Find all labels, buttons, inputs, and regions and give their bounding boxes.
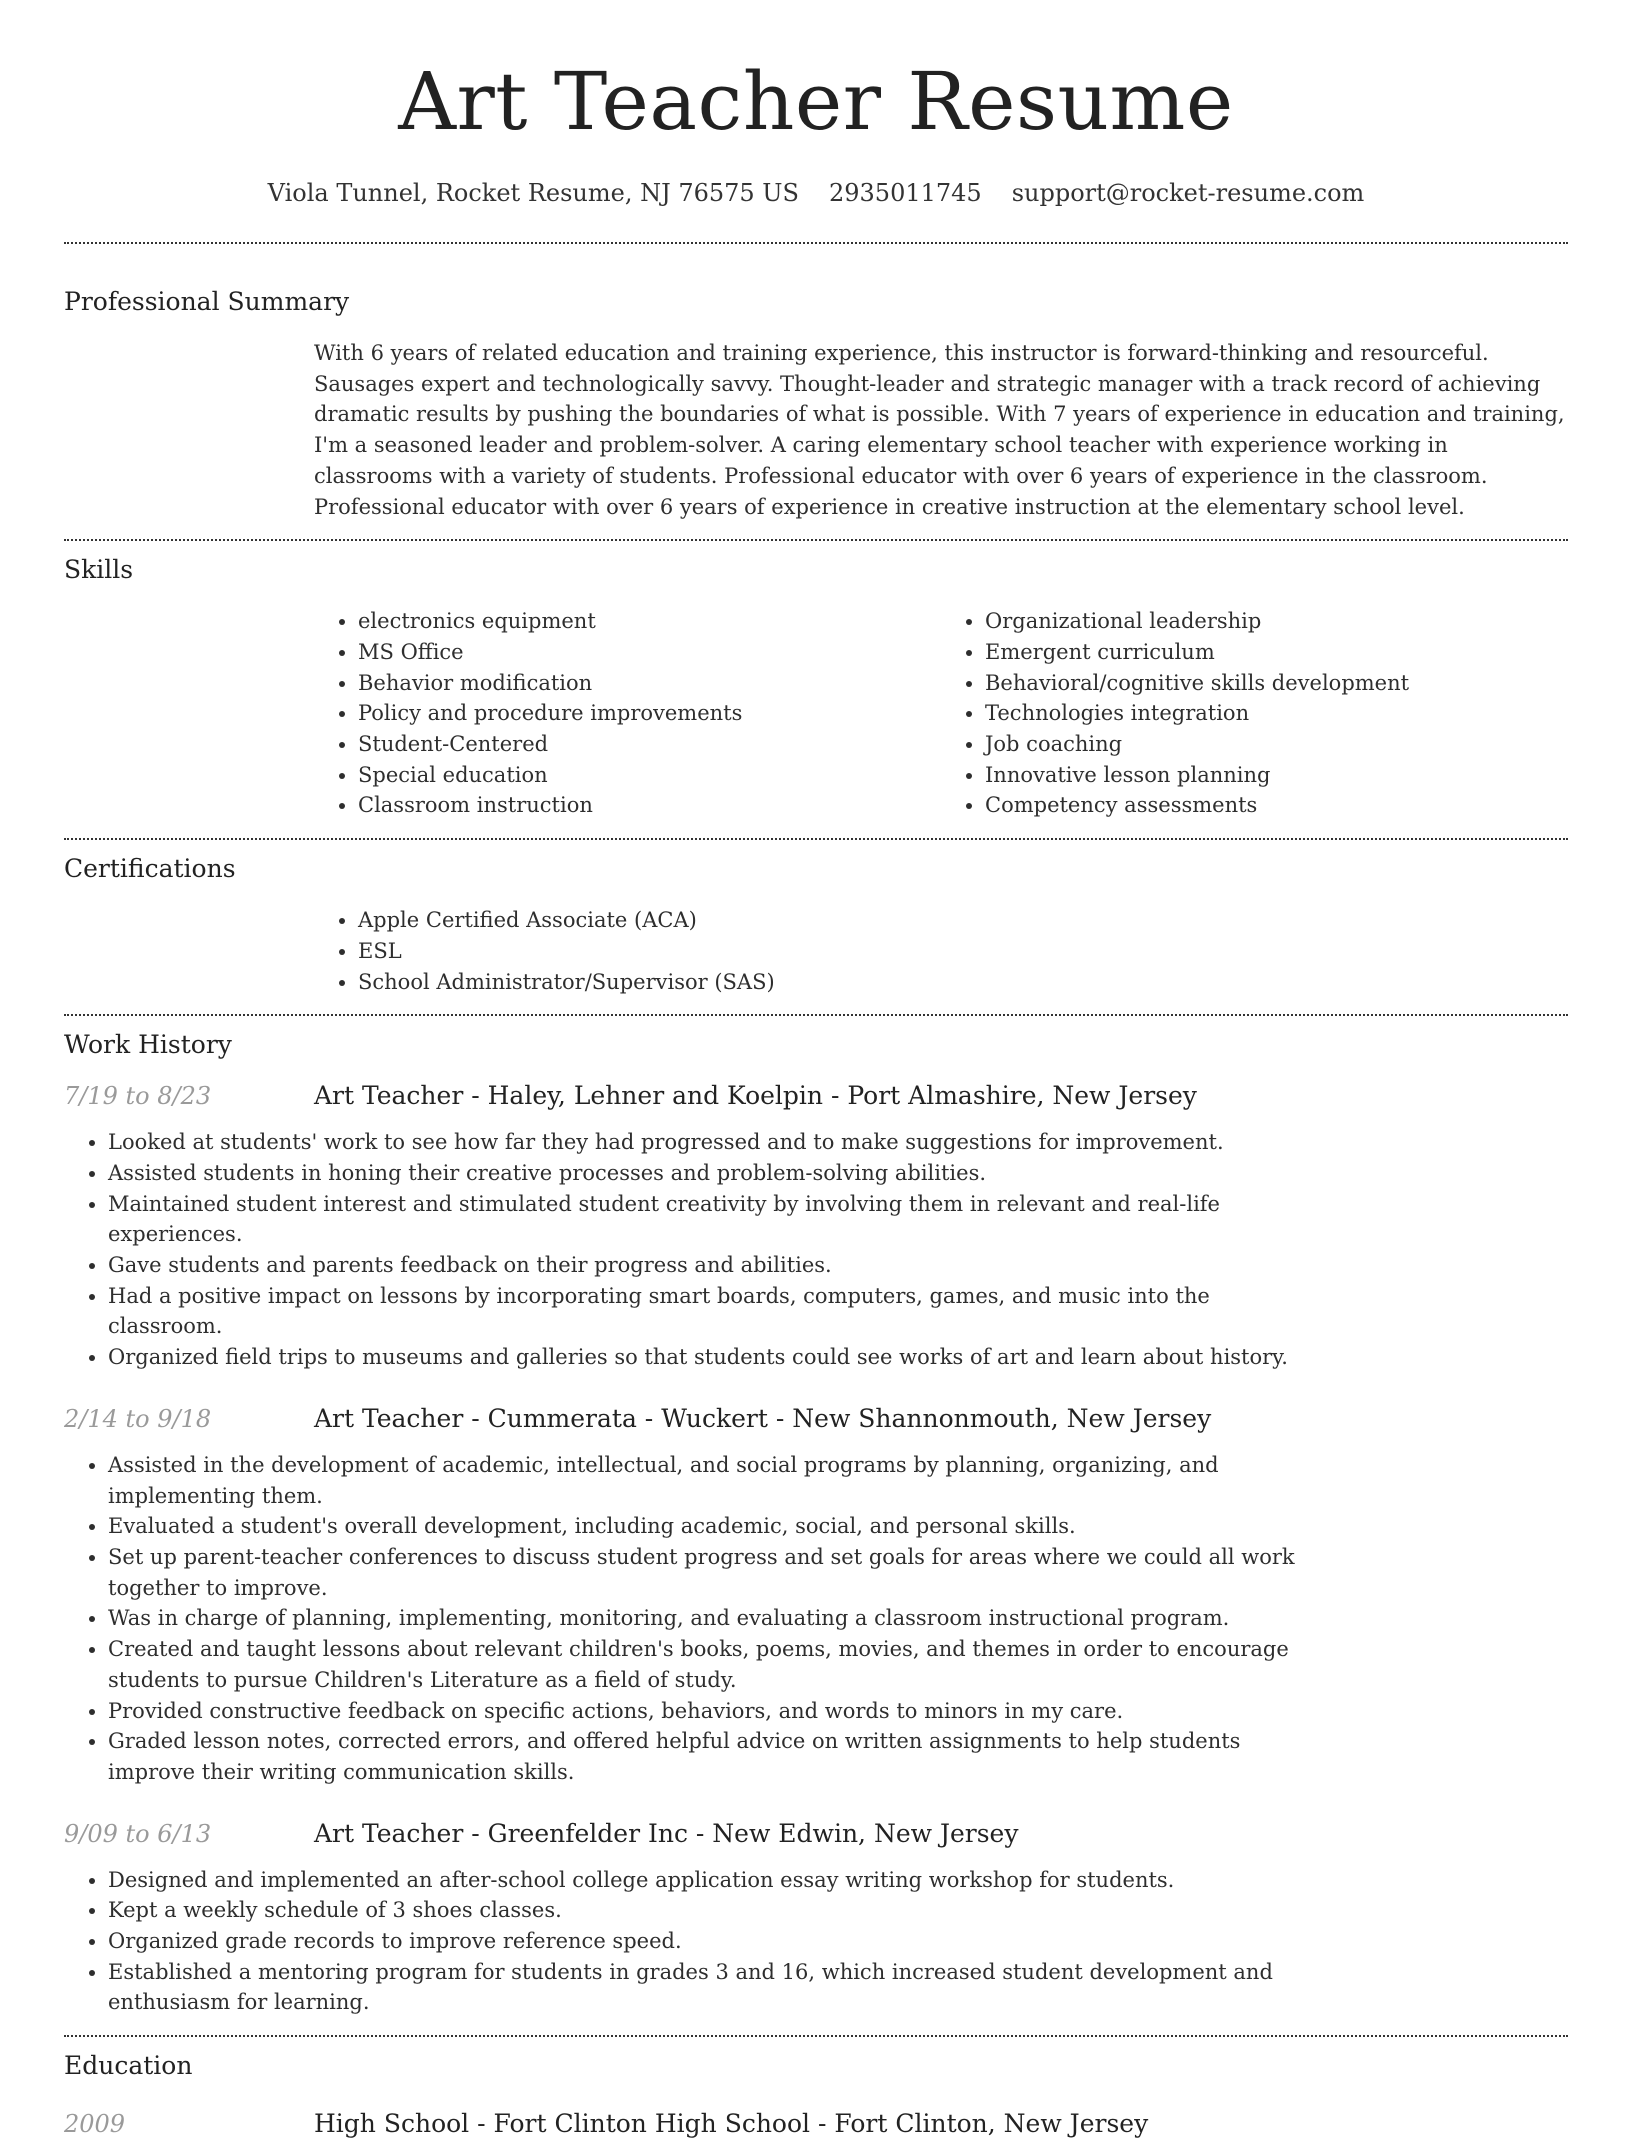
- list-item: • Graded lesson notes, corrected errors, and offered helpful advice on written assignments to help students improve their writing communication skills.: [108, 1726, 1318, 1787]
- list-item: • Job coaching: [985, 729, 1568, 760]
- list-item: • Organized grade records to improve reference speed.: [108, 1926, 1318, 1957]
- certifications-bullets: [314, 905, 1568, 997]
- list-item: • Gave students and parents feedback on their progress and abilities.: [108, 1250, 1318, 1281]
- list-item: • School Administrator/Supervisor (SAS): [358, 967, 1568, 998]
- job-date: 2/14 to 9/18: [64, 1404, 212, 1433]
- contact-line: [64, 176, 1568, 210]
- list-item: • MS Office: [358, 637, 941, 668]
- job-date: 9/09 to 6/13: [64, 1819, 212, 1848]
- section-heading: Education: [64, 2051, 193, 2081]
- job-title: Art Teacher - Haley, Lehner and Koelpin - Port Almashire, New Jersey: [314, 1081, 1197, 1111]
- list-item: • Kept a weekly schedule of 3 shoes classes.: [108, 1895, 1318, 1926]
- list-item: • electronics equipment: [358, 606, 941, 637]
- contact-address: Viola Tunnel, Rocket Resume, NJ 76575 US: [267, 179, 799, 207]
- certifications-list: [314, 905, 1568, 997]
- section-heading: Certifications: [64, 854, 236, 884]
- skills-list: [314, 606, 1568, 821]
- list-item: • Set up parent-teacher conferences to discuss student progress and set goals for areas where we could all work together to improve.: [108, 1542, 1318, 1603]
- list-item: • Established a mentoring program for students in grades 3 and 16, which increased student development and enthusiasm for learning.: [108, 1957, 1318, 2018]
- list-item: • Technologies integration: [985, 698, 1568, 729]
- list-item: • Competency assessments: [985, 790, 1568, 821]
- list-item: • Classroom instruction: [358, 790, 941, 821]
- resume-page: [64, 0, 1568, 2141]
- list-item: • Innovative lesson planning: [985, 760, 1568, 791]
- job-entry: [64, 1079, 1568, 1373]
- divider: [64, 242, 1568, 244]
- education-title: High School - Fort Clinton High School - Fort Clinton, New Jersey: [314, 2109, 1149, 2139]
- list-item: • Behavior modification: [358, 668, 941, 699]
- section-heading: Professional Summary: [64, 287, 350, 316]
- divider: [64, 1014, 1568, 1016]
- list-item: • Special education: [358, 760, 941, 791]
- job-entry: [64, 1817, 1568, 2019]
- education-date: 2009: [64, 2110, 126, 2139]
- list-item: • Evaluated a student's overall development, including academic, social, and personal skills.: [108, 1511, 1318, 1542]
- work-history-section: [64, 1028, 1568, 2018]
- list-item: • Emergent curriculum: [985, 637, 1568, 668]
- section-heading: Work History: [64, 1030, 232, 1060]
- list-item: • Policy and procedure improvements: [358, 698, 941, 729]
- list-item: • Assisted students in honing their creative processes and problem-solving abilities.: [108, 1158, 1318, 1189]
- summary-text: With 6 years of related education and training experience, this instructor is forward-thinking and resourceful. Sausages expert and technologically savvy. Thought-leader and strategic manager with a track record of achieving dramatic results by pushing the boundaries of what is possible. With 7 years of experience in education and training, I'm a seasoned leader and problem-solver. A caring elementary school teacher with experience working in classrooms with a variety of students. Professional educator with over 6 years of experience in the classroom. Professional educator with over 6 years of experience in creative instruction at the elementary school level.: [314, 341, 1565, 519]
- skills-section: [64, 553, 1568, 821]
- job-date: 7/19 to 8/23: [64, 1082, 212, 1111]
- divider: [64, 539, 1568, 541]
- summary-section: [64, 285, 1568, 522]
- contact-email[interactable]: support@rocket-resume.com: [1011, 179, 1365, 207]
- list-item: • Behavioral/cognitive skills development: [985, 668, 1568, 699]
- list-item: • Apple Certified Associate (ACA): [358, 905, 1568, 936]
- list-item: • Provided constructive feedback on specific actions, behaviors, and words to minors in my care.: [108, 1696, 1318, 1727]
- list-item: • Maintained student interest and stimulated student creativity by involving them in relevant and real-life experiences.: [108, 1189, 1318, 1250]
- list-item: • Was in charge of planning, implementing, monitoring, and evaluating a classroom instructional program.: [108, 1603, 1318, 1634]
- list-item: • Had a positive impact on lessons by incorporating smart boards, computers, games, and music into the classroom.: [108, 1281, 1318, 1342]
- job-title: Art Teacher - Greenfelder Inc - New Edwin, New Jersey: [314, 1818, 1019, 1848]
- section-heading: Skills: [64, 555, 134, 585]
- contact-phone: 2935011745: [828, 179, 982, 207]
- list-item: • Created and taught lessons about relevant children's books, poems, movies, and themes in order to encourage students to pursue Children's Literature as a field of study.: [108, 1634, 1318, 1695]
- education-entry: [64, 2107, 1568, 2141]
- list-item: • Looked at students' work to see how far they had progressed and to make suggestions for improvement.: [108, 1127, 1318, 1158]
- resume-title: Art Teacher Resume: [398, 55, 1234, 148]
- divider: [64, 838, 1568, 840]
- job-title: Art Teacher - Cummerata - Wuckert - New Shannonmouth, New Jersey: [314, 1403, 1212, 1433]
- job-duties: [64, 1127, 1318, 1373]
- divider: [64, 2035, 1568, 2037]
- list-item: • Assisted in the development of academic, intellectual, and social programs by planning, organizing, and implementing them.: [108, 1450, 1318, 1511]
- skills-column-left: [314, 606, 941, 821]
- certifications-section: [64, 852, 1568, 997]
- job-duties: [64, 1450, 1318, 1788]
- skills-column-right: [941, 606, 1568, 821]
- list-item: • Student-Centered: [358, 729, 941, 760]
- job-duties: [64, 1865, 1318, 2019]
- list-item: • Designed and implemented an after-school college application essay writing workshop for students.: [108, 1865, 1318, 1896]
- education-section: [64, 2049, 1568, 2141]
- list-item: • Organizational leadership: [985, 606, 1568, 637]
- job-entry: [64, 1402, 1568, 1788]
- list-item: • ESL: [358, 936, 1568, 967]
- list-item: • Organized field trips to museums and galleries so that students could see works of art and learn about history.: [108, 1342, 1318, 1373]
